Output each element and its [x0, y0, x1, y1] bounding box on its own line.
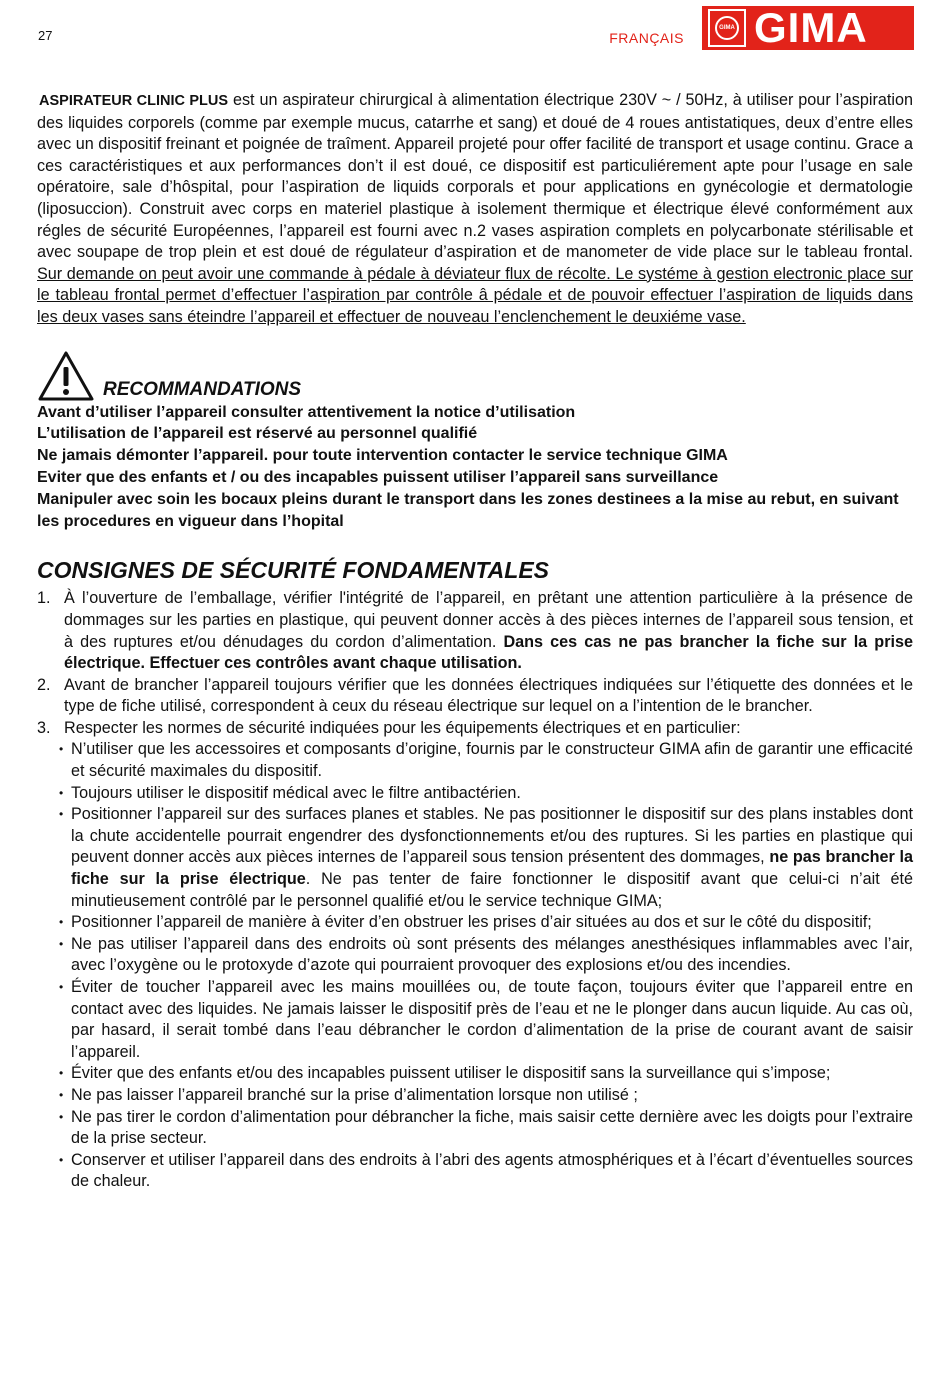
language-label: FRANÇAIS	[609, 30, 684, 46]
logo-seal-icon	[708, 9, 746, 47]
bullet-text: Ne pas laisser l’appareil branché sur la prise d’alimentation lorsque non utilisé ;	[71, 1085, 638, 1104]
warning-triangle-icon	[37, 350, 95, 402]
page-number: 27	[38, 28, 53, 43]
bullet-dot: •	[59, 1109, 64, 1124]
bullet-item	[59, 1085, 913, 1107]
logo-name: GIMA	[754, 4, 868, 51]
bullet-item	[59, 739, 913, 782]
bullet-text: Ne pas utiliser l’appareil dans des endroits où sont présents des mélanges anesthésiques inflammables avec l’air, avec l’oxygène ou le protoxyde d’azote qui pourraient provoquer des explosions et/ou des incendies.	[71, 934, 913, 975]
bullet-dot: •	[59, 1087, 64, 1102]
item-text: Respecter les normes de sécurité indiquées pour les équipements électriques et en particulier:	[64, 718, 741, 737]
bullet-item	[59, 977, 913, 1063]
bullet-dot: •	[59, 807, 64, 822]
bullet-bold-text: ne pas brancher la fiche sur la prise électrique	[71, 848, 913, 889]
intro-text: est un aspirateur chirurgical à alimentation électrique 230V ~ / 50Hz, à utiliser pour l’aspiration des liquides corporels (comme par exemple mucus, catarrhe et sang) et doué de 4 roues antistatiques, deux d’entre elles avec un dispositif freinant et poignée de traîment. Appareil projeté pour offer facilité de transport et usage continu. Grace a ces caractéristiques et aux performances don’t il est doué, ce dispositif est particuliérement apte pour l’usage en sale opératoire, sale d’hôspital, pour l’aspiration de liquids corporals et pour applications en gynécologie et dermatologie (liposuccion). Construit avec corps en materiel plastique à isolement thermique et électrique élevé conformément aux régles de sécurité Européennes, l’appareil est fourni avec n.2 vases aspiration complets en polycarbonate stérilisable et avec soupape de trop plein et est doué de régulateur d’aspiration et de manometer de vide place sur le tableau frontal.	[37, 91, 913, 262]
recommendation-line: Manipuler avec soin les bocaux pleins durant le transport dans les zones destinees a la mise au rebut, en suivant les procedures en vigueur dans l’hopital	[37, 490, 899, 530]
bullet-text: N’utiliser que les accessoires et composants d’origine, fournis par le constructeur GIMA afin de garantir une efficacité et sécurité maximales du dispositif.	[71, 740, 913, 781]
product-name: ASPIRATEUR CLINIC PLUS	[39, 93, 229, 109]
recommendations-title: RECOMMANDATIONS	[103, 378, 302, 400]
bullet-text: Conserver et utiliser l’appareil dans des endroits à l’abri des agents atmosphériques et à l’écart d’éventuelles sources de chaleur.	[71, 1150, 913, 1191]
recommendation-line: Avant d’utiliser l’appareil consulter attentivement la notice d’utilisation	[37, 403, 576, 421]
item-number: 1.	[37, 589, 51, 608]
recommendation-line: Eviter que des enfants et / ou des incapables puissent utiliser l’appareil sans surveillance	[37, 468, 719, 486]
bullet-item	[59, 912, 913, 934]
intro-underlined-text: Sur demande on peut avoir une commande à pédale à déviateur flux de récolte. Le systéme à gestion electronic place sur le tableau frontal permet d’effectuer l’aspiration par contrôle â pédale et de pouvoir effectuer l’aspiration de liquids dans les deux vases sans éteindre l’appareil et effectuer de nouveau l’enclenchement le deuxiéme vase.	[37, 264, 913, 326]
gima-logo	[702, 6, 914, 50]
item-text: Avant de brancher l’appareil toujours vérifier que les données électriques indiquées sur l’étiquette des données et le type de fiche utilisé, correspondent à ceux du réseau électrique sur lequel on a l’intention de le brancher.	[64, 675, 913, 716]
bullet-text: Éviter de toucher l’appareil avec les mains mouillées ou, de toute façon, toujours éviter que l’appareil entre en contact avec des liquides. Ne jamais laisser le dispositif près de l’eau et ne le plonger dans aucun liquide. Au cas où, par hasard, il serait tombé dans l’eau débrancher le cordon d’alimentation de la prise de courant avant de saisir l’appareil.	[71, 978, 913, 1061]
safety-item	[37, 718, 913, 740]
bullet-dot: •	[59, 1066, 64, 1081]
item-bold-text: Dans ces cas ne pas brancher la fiche sur la prise électrique. Effectuer ces contrôles avant chaque utilisation.	[64, 632, 914, 673]
bullet-dot: •	[59, 936, 64, 951]
bullet-dot: •	[59, 1152, 64, 1167]
item-text: À l’ouverture de l’emballage, vérifier l'intégrité de l’appareil, en prêtant une attention particulière à la présence de dommages sur les parties en plastique, qui peuvent donner accès à des pièces internes de l’appareil sous tension, et à des ruptures et/ou dénudages du cordon d’alimentation. Dans ces cas ne pas brancher la fiche sur la prise électrique. Effectuer ces contrôles avant chaque utilisation.	[64, 589, 914, 673]
bullet-item	[59, 1063, 913, 1085]
safety-item	[37, 588, 913, 674]
item-number: 2.	[37, 675, 51, 694]
bullet-item	[59, 783, 913, 805]
bullet-item	[59, 804, 913, 912]
page-content	[37, 90, 913, 1193]
recommendation-line: Ne jamais démonter l’appareil. pour toute intervention contacter le service technique GIMA	[37, 447, 728, 465]
recommendation-line: L’utilisation de l’appareil est réservé au personnel qualifié	[37, 425, 478, 443]
safety-title: CONSIGNES DE SÉCURITÉ FONDAMENTALES	[37, 557, 549, 584]
bullet-text: Positionner l’appareil de manière à éviter d’en obstruer les prises d’air situées au dos et sur le côté du dispositif;	[71, 913, 872, 932]
bullet-text: Ne pas tirer le cordon d’alimentation pour débrancher la fiche, mais saisir cette dernière avec les doigts pour l’extraire de la prise secteur.	[71, 1107, 913, 1148]
intro-paragraph	[37, 90, 913, 329]
bullet-dot: •	[59, 915, 64, 930]
bullet-text: Toujours utiliser le dispositif médical avec le filtre antibactérien.	[71, 783, 521, 802]
logo-seal-text: GIMA	[715, 16, 739, 40]
bullet-dot: •	[59, 785, 64, 800]
bullet-dot: •	[59, 980, 64, 994]
bullet-item	[59, 1107, 913, 1150]
item-number: 3.	[37, 718, 51, 737]
bullet-item	[59, 1150, 913, 1193]
bullet-text: Positionner l’appareil sur des surfaces planes et stables. Ne pas positionner le dispositif sur des plans instables dont la chute accidentelle pourrait engendrer des dysfonctionnements et/ou des ruptures. Si les parties en plastique qui peuvent donner accès aux pièces internes de l’appareil sous tension présentent des dommages, ne pas brancher la fiche sur la prise électrique. Ne pas tenter de faire fonctionner le dispositif avant que celui-ci n’ait été minutieusement contrôlé par le personnel qualifié et/ou le service technique GIMA;	[71, 805, 914, 910]
bullet-text: Éviter que des enfants et/ou des incapables puissent utiliser le dispositif sans la surveillance qui s’impose;	[71, 1064, 831, 1083]
recommendations-section	[37, 350, 913, 533]
bullet-dot: •	[59, 742, 64, 757]
recommendations-list	[37, 402, 913, 533]
safety-item	[37, 675, 913, 718]
bullet-item	[59, 934, 913, 977]
